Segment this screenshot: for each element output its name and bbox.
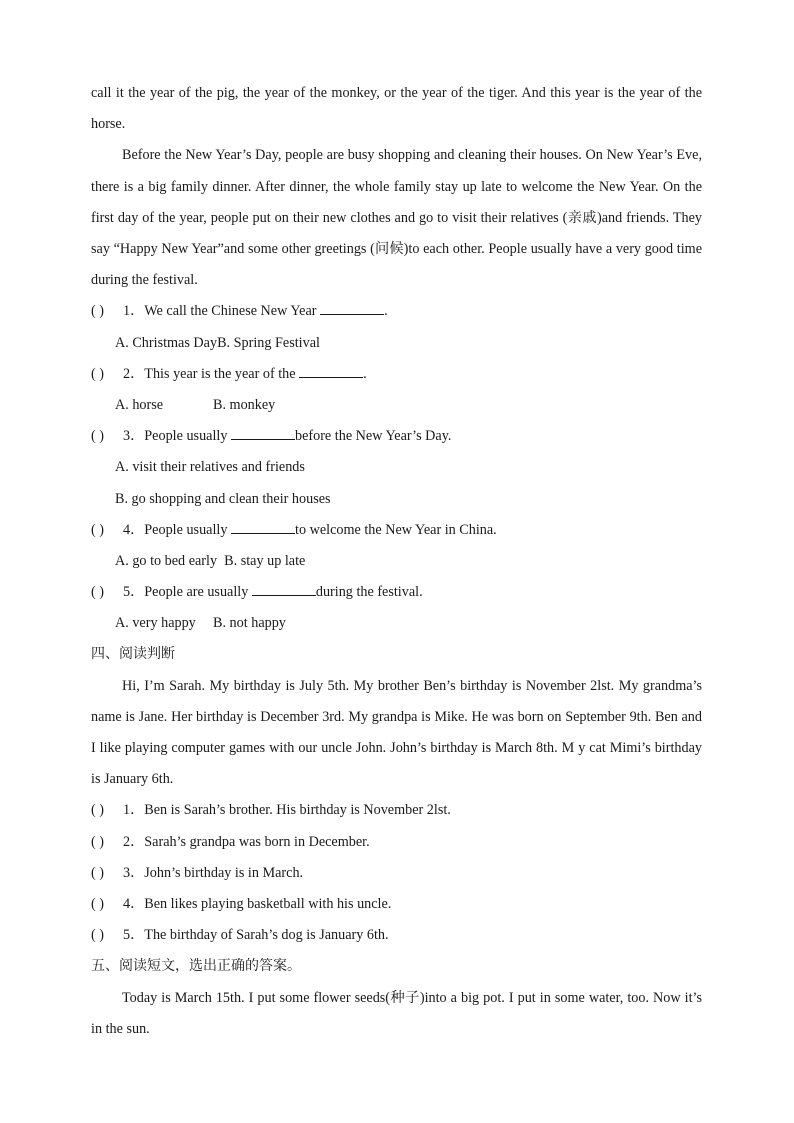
answer-paren[interactable]: ( ) — [91, 864, 104, 881]
statement-item — [91, 827, 702, 858]
answer-blank[interactable] — [320, 300, 384, 315]
question-item — [91, 515, 702, 546]
section4-heading: 四、阅读判断 — [91, 646, 175, 663]
answer-paren[interactable]: ( ) — [91, 584, 104, 601]
section5-passage: Today is March 15th. I put some flower seeds(种子)into a big pot. I put in some water, too. Now it’s in the sun. — [91, 989, 702, 1037]
statement-item — [91, 889, 702, 920]
answer-paren[interactable]: ( ) — [91, 428, 104, 445]
answer-paren[interactable]: ( ) — [91, 303, 104, 320]
statement-item — [91, 858, 702, 889]
answer-blank[interactable] — [231, 425, 295, 440]
question-text: People are usually — [144, 584, 252, 601]
question-item — [91, 577, 702, 608]
option-b[interactable]: B. not happy — [213, 615, 286, 632]
worksheet-page — [91, 78, 702, 1045]
option-a[interactable]: A. Christmas Day — [115, 334, 218, 351]
statement-text: 1．Ben is Sarah’s brother. His birthday is November 2lst. — [123, 802, 451, 819]
question-text-end: to welcome the New Year in China. — [295, 521, 497, 538]
question-text-end: . — [384, 303, 388, 320]
answer-paren[interactable]: ( ) — [91, 521, 104, 538]
statement-text: 3．John’s birthday is in March. — [123, 864, 304, 881]
question-text: We call the Chinese New Year — [144, 303, 321, 320]
question-number: 1． — [123, 303, 145, 320]
statement-text: 2．Sarah’s grandpa was born in December. — [123, 833, 370, 850]
question-text: People usually — [144, 428, 231, 445]
question-item — [91, 296, 702, 327]
options-row — [91, 328, 702, 359]
statement-item — [91, 795, 702, 826]
answer-blank[interactable] — [231, 519, 295, 534]
section4-passage: Hi, I’m Sarah. My birthday is July 5th. My brother Ben’s birthday is November 2lst. My grandma’s name is Jane. Her birthday is December 3rd. My grandpa is Mike. He was born on September 9th. Ben and I like playing computer games with our uncle John. John’s birthday is March 8th. M y cat Mimi’s birthday is January 6th. — [91, 677, 702, 788]
answer-paren[interactable]: ( ) — [91, 365, 104, 382]
option-b[interactable]: B. monkey — [213, 396, 276, 413]
question-number: 3． — [123, 428, 145, 445]
statement-text: 5．The birthday of Sarah’s dog is January 6th. — [123, 927, 389, 944]
option-a[interactable]: A. horse — [115, 396, 164, 413]
question-item — [91, 421, 702, 452]
answer-paren[interactable]: ( ) — [91, 896, 104, 913]
answer-blank[interactable] — [252, 581, 316, 596]
option-a[interactable]: A. visit their relatives and friends — [115, 459, 305, 476]
option-a-row — [91, 452, 702, 483]
options-row — [91, 390, 702, 421]
question-number: 5． — [123, 584, 145, 601]
statement-item — [91, 920, 702, 951]
answer-paren[interactable]: ( ) — [91, 802, 104, 819]
option-b[interactable]: B. Spring Festival — [217, 334, 320, 351]
option-b[interactable]: B. go shopping and clean their houses — [115, 490, 331, 507]
question-number: 2． — [123, 365, 145, 382]
options-row — [91, 546, 702, 577]
answer-blank[interactable] — [299, 363, 363, 378]
answer-paren[interactable]: ( ) — [91, 927, 104, 944]
passage1-para1: call it the year of the pig, the year of the monkey, or the year of the tiger. And this year is the year of the horse. — [91, 85, 702, 133]
question-number: 4． — [123, 521, 145, 538]
options-row — [91, 608, 702, 639]
statement-text: 4．Ben likes playing basketball with his uncle. — [123, 896, 392, 913]
option-a[interactable]: A. very happy — [115, 615, 196, 632]
question-text-end: during the festival. — [315, 584, 423, 601]
option-b-row — [91, 484, 702, 515]
option-a[interactable]: A. go to bed early — [115, 552, 218, 569]
question-text: People usually — [144, 521, 231, 538]
question-item — [91, 359, 702, 390]
question-text-end: before the New Year’s Day. — [295, 428, 452, 445]
question-text: This year is the year of the — [144, 365, 300, 382]
answer-paren[interactable]: ( ) — [91, 833, 104, 850]
question-text-end: . — [363, 365, 367, 382]
statement-list — [91, 795, 702, 951]
question-group-1 — [91, 296, 702, 639]
passage1-para2: Before the New Year’s Day, people are busy shopping and cleaning their houses. On New Year’s Eve, there is a big family dinner. After dinner, the whole family stay up late to welcome the New Year. On the first day of the year, people put on their new clothes and go to visit their relatives (亲戚)and friends. They say “Happy New Year”and some other greetings (问候)to each other. People usually have a very good time during the festival. — [91, 147, 702, 289]
option-b[interactable]: B. stay up late — [224, 552, 306, 569]
section5-heading: 五、阅读短文，选出正确的答案。 — [91, 958, 301, 975]
